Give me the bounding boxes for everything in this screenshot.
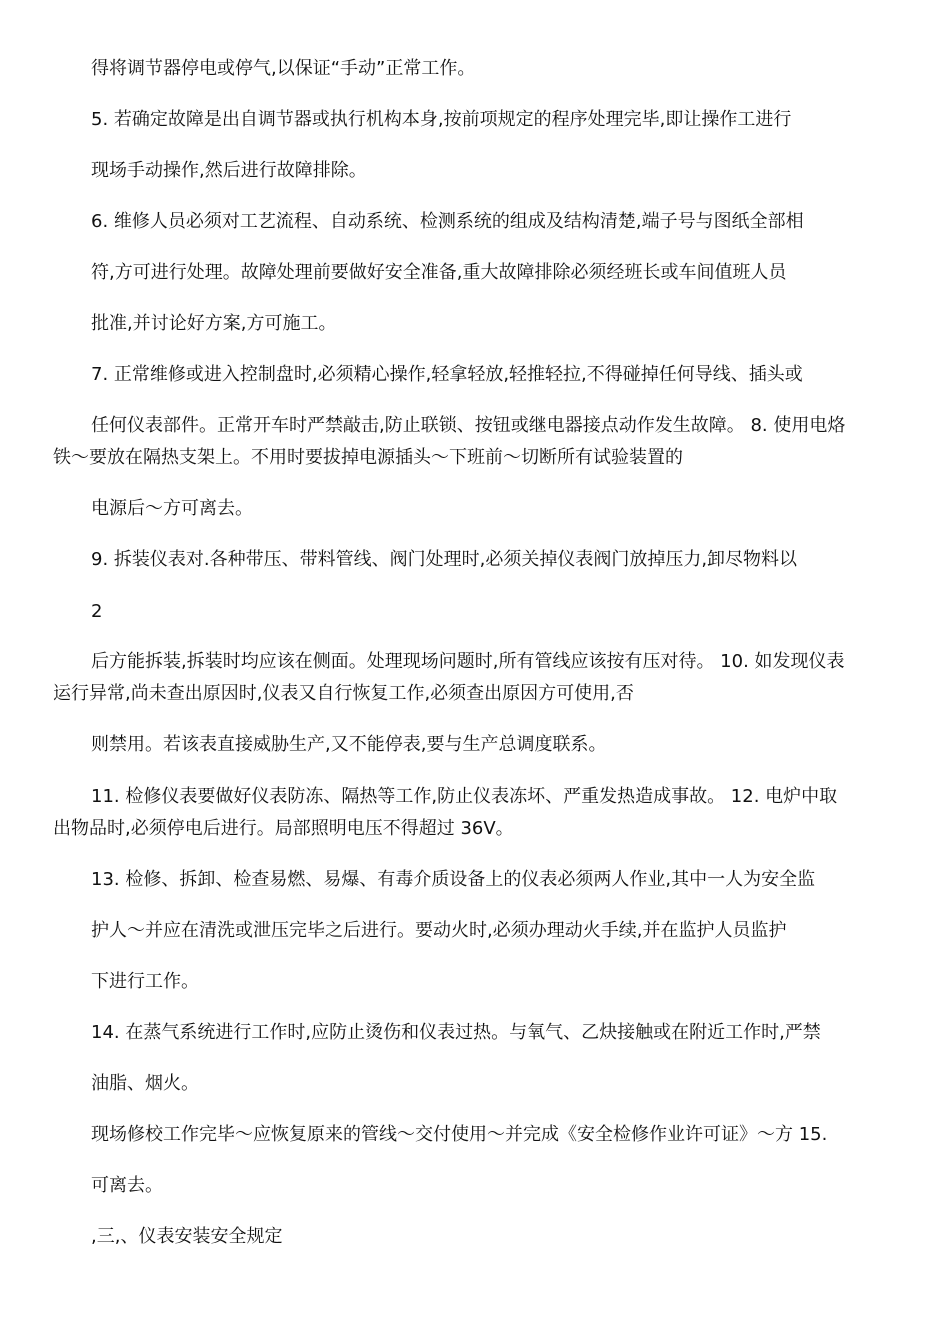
text-line: 5. 若确定故障是出自调节器或执行机构本身,按前项规定的程序处理完毕,即让操作工进行 [91,109,792,130]
text-line: 油脂、烟火。 [91,1073,199,1094]
text-line: 护人～并应在清洗或泄压完毕之后进行。要动火时,必须办理动火手续,并在监护人员监护 [91,920,787,941]
section-heading: ,三,、仪表安装安全规定 [91,1226,283,1247]
text-line: 13. 检修、拆卸、检查易燃、易爆、有毒介质设备上的仪表必须两人作业,其中一人为安全监 [91,869,816,890]
text-line: 则禁用。若该表直接威胁生产,又不能停表,要与生产总调度联系。 [91,734,607,755]
text-line: 7. 正常维修或进入控制盘时,必须精心操作,轻拿轻放,轻推轻拉,不得碰掉任何导线、插头或 [91,364,803,385]
text-line: 批准,并讨论好方案,方可施工。 [91,313,337,334]
text-line: 铁～要放在隔热支架上。不用时要拔掉电源插头～下班前～切断所有试验装置的 [53,447,683,468]
text-line: 后方能拆装,拆装时均应该在侧面。处理现场问题时,所有管线应该按有压对待。 10. 如发现仪表 [91,651,845,672]
text-line: 9. 拆装仪表对.各种带压、带料管线、阀门处理时,必须关掉仪表阀门放掉压力,卸尽物料以 [91,549,798,570]
page-number: 2 [91,601,103,622]
text-line: 可离去。 [91,1175,163,1196]
text-line: 运行异常,尚未查出原因时,仪表又自行恢复工作,必须查出原因方可使用,否 [53,683,634,704]
text-line: 符,方可进行处理。故障处理前要做好安全准备,重大故障排除必须经班长或车间值班人员 [91,262,787,283]
text-line: 现场修校工作完毕～应恢复原来的管线～交付使用～并完成《安全检修作业许可证》～方 15. [91,1124,828,1145]
text-line: 得将调节器停电或停气,以保证“手动”正常工作。 [91,58,476,79]
text-line: 任何仪表部件。正常开车时严禁敲击,防止联锁、按钮或继电器接点动作发生故障。 8. 使用电烙 [91,415,846,436]
text-line: 14. 在蒸气系统进行工作时,应防止烫伤和仪表过热。与氧气、乙炔接触或在附近工作时,严禁 [91,1022,821,1043]
text-line: 11. 检修仪表要做好仪表防冻、隔热等工作,防止仪表冻坏、严重发热造成事故。 12. 电炉中取 [91,786,838,807]
text-line: 6. 维修人员必须对工艺流程、自动系统、检测系统的组成及结构清楚,端子号与图纸全部相 [91,211,804,232]
text-line: 电源后～方可离去。 [91,498,253,519]
text-line: 下进行工作。 [91,971,199,992]
text-line: 出物品时,必须停电后进行。局部照明电压不得超过 36V。 [53,818,514,839]
text-line: 现场手动操作,然后进行故障排除。 [91,160,367,181]
